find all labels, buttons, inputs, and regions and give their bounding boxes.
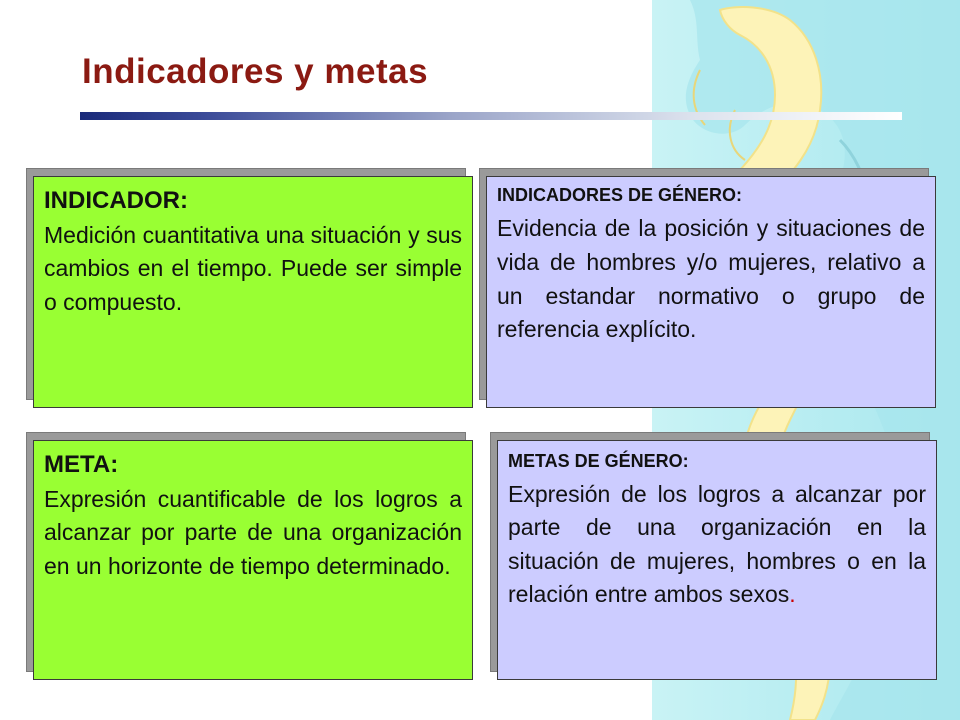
meta-body: Expresión cuantificable de los logros a alcanzar por parte de una organización en un horizonte de tiempo determinado.: [44, 486, 462, 579]
meta-box: [33, 440, 473, 680]
indicador-body: Medición cuantitativa una situación y sus cambios en el tiempo. Puede ser simple o compuesto.: [44, 222, 462, 315]
metas-genero-end-mark: .: [789, 581, 796, 608]
title-underline-bar: [80, 112, 902, 120]
indicador-heading: INDICADOR:: [44, 187, 188, 214]
page-title: Indicadores y metas: [82, 52, 429, 91]
metas-genero-heading: METAS DE GÉNERO:: [508, 451, 689, 471]
indicadores-genero-body: Evidencia de la posición y situaciones de vida de hombres y/o mujeres, relativo a un estandar normativo o grupo de referencia explícito.: [497, 215, 925, 343]
metas-genero-body: Expresión de los logros a alcanzar por parte de una organización en la situación de mujeres, hombres o en la relación entre ambos sexos: [508, 481, 926, 608]
metas-genero-box: [497, 440, 937, 680]
indicadores-genero-heading: INDICADORES DE GÉNERO:: [497, 185, 743, 205]
metas-genero-body-wrapper: [508, 478, 926, 611]
meta-heading: META:: [44, 451, 119, 478]
indicador-box: [33, 176, 473, 408]
indicadores-genero-box: [486, 176, 936, 408]
